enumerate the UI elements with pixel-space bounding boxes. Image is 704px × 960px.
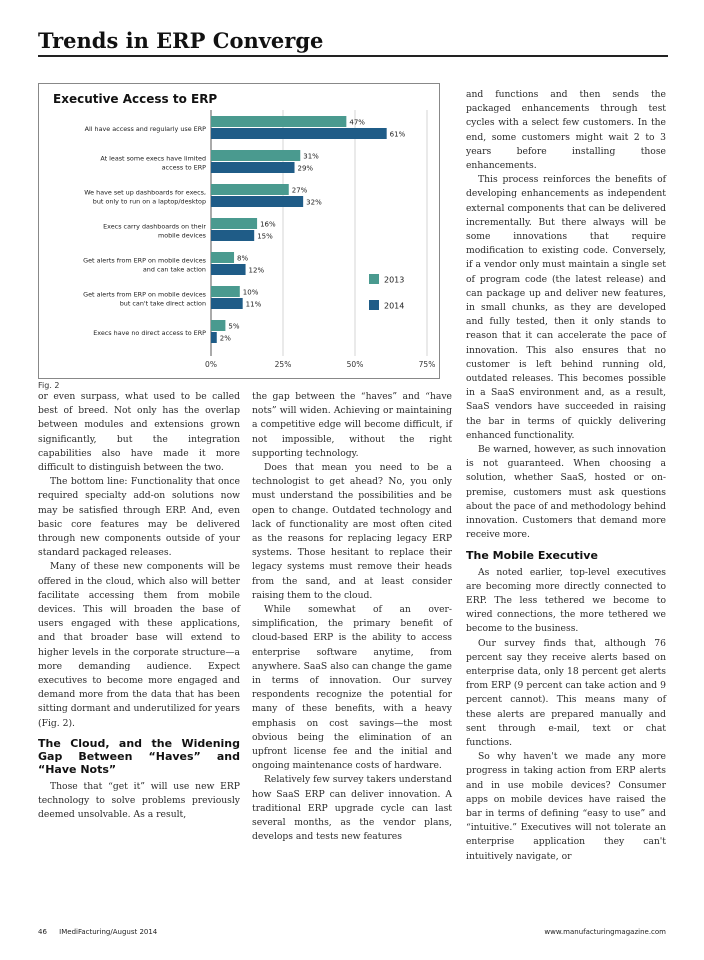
- category-label: Execs carry dashboards on their: [103, 222, 206, 231]
- x-tick-label: 0%: [205, 360, 217, 369]
- category-label: mobile devices: [157, 231, 206, 240]
- paragraph: Many of these new components will be offered in the cloud, which also will better facilitate accessing them from mobile devices. This will broaden the base of users engaged with these applications, and that broader base will extend to higher levels in the corporate structure—a more demanding audience. Expect executives to become more engaged and demand more from the data that has been sitting dormant and underutilized for years (Fig. 2).: [38, 561, 240, 729]
- paragraph: As noted earlier, top-level executives are becoming more directly connected to ERP. The less tethered we become to wired connections, the more tethered we become to the business.: [466, 566, 666, 635]
- data-label: 2%: [219, 334, 231, 343]
- data-label: 15%: [257, 232, 273, 241]
- legend-swatch-2013: [369, 274, 379, 284]
- executive-access-chart: [38, 83, 440, 379]
- bar-2013: [211, 184, 289, 195]
- category-label: Get alerts from ERP on mobile devices: [83, 290, 206, 299]
- section-heading: The Mobile Executive: [466, 548, 598, 562]
- bar-2013: [211, 320, 225, 331]
- data-label: 12%: [248, 266, 265, 275]
- paragraph: Relatively few survey takers understand how SaaS ERP can deliver innovation. A traditional ERP upgrade cycle can last several months, as the vendor plans, develops and tests new features: [252, 774, 452, 843]
- section-heading: The Cloud, and the Widening Gap Between “Haves” and “Have Nots”: [38, 736, 240, 776]
- publication-name: IMediFacturing/August 2014: [59, 928, 158, 936]
- bar-2013: [211, 150, 300, 161]
- data-label: 10%: [242, 288, 259, 297]
- article-column-2: [252, 390, 452, 845]
- bar-2014: [211, 230, 254, 241]
- paragraph: While somewhat of an over-simplification, the primary benefit of cloud-based ERP is the ability to access enterprise software anytime, from anywhere. SaaS also can change the game in terms of innovation. Our survey respondents recognize the potential for many of these benefits, with a heavy emphasis on cost savings—the most obvious being the elimination of an upfront license fee and the initial and ongoing maintenance costs of hardware.: [252, 604, 452, 772]
- paragraph: The bottom line: Functionality that once required specialty add-on solutions now may be satisfied through ERP. And, even basic core features may be delivered through new components outside of your standard packaged releases.: [38, 476, 240, 559]
- bar-2014: [211, 196, 303, 207]
- paragraph: and functions and then sends the packaged enhancements through test cycles with a select few customers. In the end, some customers might wait 2 to 3 years before installing those enhancements.: [466, 89, 666, 172]
- paragraph: or even surpass, what used to be called best of breed. Not only has the overlap between modules and extensions grown significantly, but the integration capabilities also have made it more difficult to distinguish between the two.: [38, 391, 240, 474]
- footer-website: www.manufacturingmagazine.com: [544, 928, 666, 936]
- bar-2013: [211, 116, 346, 127]
- category-label: access to ERP: [161, 163, 206, 172]
- paragraph: So why haven't we made any more progress in taking action from ERP alerts and in use mobile devices? Consumer apps on mobile devices have raised the bar in terms of defining “easy to use” and “intuitive.” Executives will not tolerate an enterprise application they can't intuitively navigate, or: [466, 751, 666, 862]
- data-label: 31%: [303, 152, 319, 161]
- x-tick-label: 50%: [346, 360, 364, 369]
- paragraph: the gap between the “haves” and “have nots” will widen. Achieving or maintaining a competitive edge will become difficult, if not impossible, without the right supporting technology.: [252, 391, 452, 459]
- category-label: All have access and regularly use ERP: [84, 125, 206, 133]
- bar-2014: [211, 128, 387, 139]
- bar-2014: [211, 298, 243, 309]
- legend-swatch-2014: [369, 300, 379, 310]
- data-label: 11%: [245, 300, 262, 309]
- bar-2014: [211, 332, 217, 343]
- category-label: At least some execs have limited: [100, 154, 206, 163]
- article-column-3: [466, 88, 666, 864]
- category-label: and can take action: [142, 265, 206, 274]
- data-label: 61%: [389, 130, 406, 139]
- bar-2014: [211, 264, 246, 275]
- legend-label: 2013: [384, 275, 405, 285]
- data-label: 27%: [291, 186, 308, 195]
- legend-label: 2014: [384, 301, 405, 311]
- data-label: 8%: [237, 254, 249, 263]
- category-label: Get alerts from ERP on mobile devices: [83, 256, 206, 265]
- bar-chart: [39, 84, 439, 378]
- article-column-1: [38, 390, 240, 822]
- category-label: Execs have no direct access to ERP: [93, 329, 206, 337]
- footer-left: [38, 928, 157, 936]
- bar-2014: [211, 162, 295, 173]
- paragraph: Those that “get it” will use new ERP technology to solve problems previously deemed unsolvable. As a result,: [38, 780, 240, 821]
- bar-2013: [211, 218, 257, 229]
- paragraph: Does that mean you need to be a technologist to get ahead? No, you only must understand the possibilities and be open to change. Outdated technology and lack of functionality are most often cited as the reasons for replacing legacy ERP systems. Those hesitant to replace their legacy systems must remove their heads from the sand, and at least consider raising them to the cloud.: [252, 462, 452, 601]
- paragraph: This process reinforces the benefits of developing enhancements as independent external components that can be delivered incrementally. But there always will be some innovations that require modification to existing code. Conversely, if a vendor only must maintain a single set of program code (the latest release) and can package up and deliver new features, in small chunks, as they are developed and fully tested, then it only stands to reason that it can accelerate the pace of innovation. This also ensures that no customer is left behind running old, outdated releases. This becomes possible in a SaaS environment and, as a result, SaaS vendors have succeeded in raising the bar in terms of quickly delivering enhanced functionality.: [466, 174, 666, 441]
- data-label: 16%: [260, 220, 276, 229]
- category-label: but can't take direct action: [119, 299, 206, 308]
- figure-caption: Fig. 2: [38, 381, 60, 390]
- data-label: 32%: [306, 198, 322, 207]
- paragraph: Be warned, however, as such innovation is not guaranteed. When choosing a solution, whether SaaS, hosted or on-premise, customers must ask questions about the pace of and methodology behind innovation. Customers that demand more receive more.: [466, 444, 666, 541]
- data-label: 5%: [228, 322, 240, 331]
- bar-2013: [211, 252, 234, 263]
- x-tick-label: 75%: [418, 360, 436, 369]
- chart-title: Executive Access to ERP: [53, 92, 218, 106]
- page-title: Trends in ERP Converge: [38, 28, 668, 57]
- page-number: 46: [38, 928, 47, 936]
- x-tick-label: 25%: [274, 360, 292, 369]
- category-label: but only to run on a laptop/desktop: [92, 197, 206, 206]
- data-label: 29%: [297, 164, 314, 173]
- bar-2013: [211, 286, 240, 297]
- category-label: We have set up dashboards for execs,: [84, 188, 206, 197]
- data-label: 47%: [349, 118, 365, 127]
- paragraph: Our survey finds that, although 76 percent say they receive alerts based on enterprise data, only 18 percent get alerts from ERP (9 percent can take action and 9 percent cannot). This means many of these alerts are prepared manually and sent through e-mail, text or chat functions.: [466, 637, 666, 748]
